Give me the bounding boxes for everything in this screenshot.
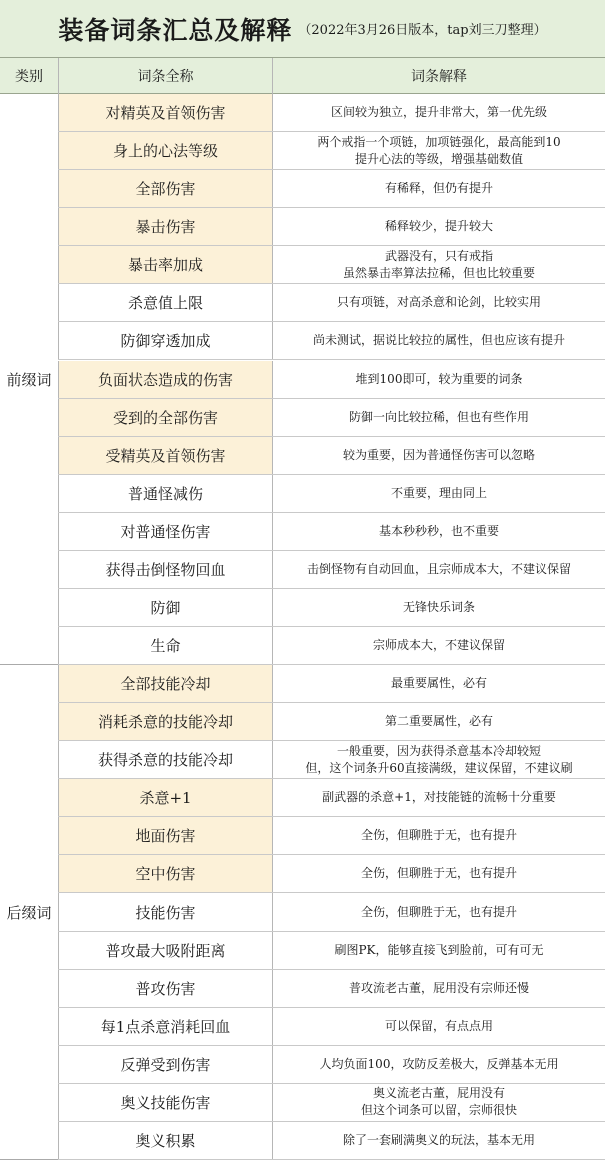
table-row bbox=[58, 208, 605, 246]
entry-description: 普攻流老古董，屁用没有宗师还慢 bbox=[272, 970, 605, 1007]
entry-name: 防御穿透加成 bbox=[58, 322, 272, 359]
entry-description: 较为重要，因为普通怪伤害可以忽略 bbox=[272, 437, 605, 474]
entry-description: 副武器的杀意+1，对技能链的流畅十分重要 bbox=[272, 779, 605, 816]
entry-name: 每1点杀意消耗回血 bbox=[58, 1008, 272, 1045]
entry-name: 对精英及首领伤害 bbox=[58, 94, 272, 131]
entry-name: 受精英及首领伤害 bbox=[58, 437, 272, 474]
table-row bbox=[58, 893, 605, 931]
entry-description: 最重要属性，必有 bbox=[272, 665, 605, 702]
page-title-bar bbox=[0, 0, 605, 58]
row-group-1 bbox=[0, 665, 605, 1160]
table-row bbox=[58, 779, 605, 817]
table-row bbox=[58, 322, 605, 360]
table-row bbox=[58, 589, 605, 627]
entry-name: 负面状态造成的伤害 bbox=[58, 361, 272, 398]
table-row bbox=[58, 1084, 605, 1122]
entry-name: 暴击率加成 bbox=[58, 246, 272, 283]
header-name: 词条全称 bbox=[58, 58, 272, 94]
entry-name: 奥义积累 bbox=[58, 1122, 272, 1159]
entry-description: 武器没有，只有戒指 虽然暴击率算法拉稀，但也比较重要 bbox=[272, 246, 605, 283]
row-group-0 bbox=[0, 94, 605, 665]
entry-name: 奥义技能伤害 bbox=[58, 1084, 272, 1121]
entry-name: 对普通怪伤害 bbox=[58, 513, 272, 550]
entry-description: 区间较为独立，提升非常大，第一优先级 bbox=[272, 94, 605, 131]
entry-name: 反弹受到伤害 bbox=[58, 1046, 272, 1083]
entry-description: 防御一向比较拉稀，但也有些作用 bbox=[272, 399, 605, 436]
table-row bbox=[58, 94, 605, 132]
entry-description: 宗师成本大，不建议保留 bbox=[272, 627, 605, 664]
entry-description: 基本秒秒秒，也不重要 bbox=[272, 513, 605, 550]
table-row bbox=[58, 817, 605, 855]
table-row bbox=[58, 132, 605, 170]
entry-description: 除了一套刷满奥义的玩法，基本无用 bbox=[272, 1122, 605, 1159]
table-row bbox=[58, 741, 605, 779]
table-row bbox=[58, 1122, 605, 1160]
entry-name: 杀意值上限 bbox=[58, 284, 272, 321]
table-row bbox=[58, 1008, 605, 1046]
entry-description: 全伤，但聊胜于无，也有提升 bbox=[272, 817, 605, 854]
table-row bbox=[58, 855, 605, 893]
entry-name: 杀意+1 bbox=[58, 779, 272, 816]
table-row bbox=[58, 665, 605, 703]
entry-name: 技能伤害 bbox=[58, 893, 272, 930]
entry-name: 地面伤害 bbox=[58, 817, 272, 854]
entry-name: 消耗杀意的技能冷却 bbox=[58, 703, 272, 740]
entry-name: 空中伤害 bbox=[58, 855, 272, 892]
table-body bbox=[0, 94, 605, 1160]
entry-description: 人均负面100，攻防反差极大，反弹基本无用 bbox=[272, 1046, 605, 1083]
entry-name: 暴击伤害 bbox=[58, 208, 272, 245]
table-row bbox=[58, 284, 605, 322]
entry-name: 身上的心法等级 bbox=[58, 132, 272, 169]
entry-name: 全部伤害 bbox=[58, 170, 272, 207]
page-title: 装备词条汇总及解释 bbox=[58, 15, 293, 45]
entry-description: 稀释较少，提升较大 bbox=[272, 208, 605, 245]
entry-name: 防御 bbox=[58, 589, 272, 626]
entry-description: 堆到100即可，较为重要的词条 bbox=[272, 361, 605, 398]
entry-name: 普攻最大吸附距离 bbox=[58, 932, 272, 969]
entry-name: 普通怪减伤 bbox=[58, 475, 272, 512]
category-cell: 后缀词 bbox=[0, 665, 58, 1160]
table-row bbox=[58, 437, 605, 475]
entry-description: 击倒怪物有自动回血，且宗师成本大，不建议保留 bbox=[272, 551, 605, 588]
table-row bbox=[58, 551, 605, 589]
table-row bbox=[58, 246, 605, 284]
entry-description: 只有项链，对高杀意和论剑，比较实用 bbox=[272, 284, 605, 321]
entry-description: 无锋快乐词条 bbox=[272, 589, 605, 626]
table-row bbox=[58, 1046, 605, 1084]
table-row bbox=[58, 170, 605, 208]
table-row bbox=[58, 970, 605, 1008]
table-row bbox=[58, 361, 605, 399]
entry-description: 不重要，理由同上 bbox=[272, 475, 605, 512]
entry-description: 一般重要，因为获得杀意基本冷却较短 但，这个词条升60直接满级，建议保留，不建议刷 bbox=[272, 741, 605, 778]
entry-name: 获得杀意的技能冷却 bbox=[58, 741, 272, 778]
header-description: 词条解释 bbox=[272, 58, 605, 94]
entry-description: 全伤，但聊胜于无，也有提升 bbox=[272, 855, 605, 892]
entry-name: 全部技能冷却 bbox=[58, 665, 272, 702]
entry-description: 奥义流老古董，屁用没有 但这个词条可以留，宗师很快 bbox=[272, 1084, 605, 1121]
header-category: 类别 bbox=[15, 69, 43, 85]
entry-description: 尚未测试，据说比较拉的属性，但也应该有提升 bbox=[272, 322, 605, 359]
entry-name: 获得击倒怪物回血 bbox=[58, 551, 272, 588]
table-header bbox=[0, 58, 605, 94]
entry-name: 生命 bbox=[58, 627, 272, 664]
entry-description: 刷图PK，能够直接飞到脸前，可有可无 bbox=[272, 932, 605, 969]
category-cell: 前缀词 bbox=[0, 94, 58, 665]
entry-description: 第二重要属性，必有 bbox=[272, 703, 605, 740]
table-row bbox=[58, 627, 605, 665]
table-row bbox=[58, 475, 605, 513]
table-row bbox=[58, 399, 605, 437]
table-row bbox=[58, 513, 605, 551]
entry-description: 两个戒指一个项链，加项链强化，最高能到10 提升心法的等级，增强基础数值 bbox=[272, 132, 605, 169]
entry-description: 可以保留，有点点用 bbox=[272, 1008, 605, 1045]
page-subtitle: （2022年3月26日版本，tap刘三刀整理） bbox=[298, 23, 547, 38]
entry-description: 全伤，但聊胜于无，也有提升 bbox=[272, 893, 605, 930]
table-row bbox=[58, 932, 605, 970]
entry-name: 受到的全部伤害 bbox=[58, 399, 272, 436]
table-row bbox=[58, 703, 605, 741]
entry-name: 普攻伤害 bbox=[58, 970, 272, 1007]
entry-description: 有稀释，但仍有提升 bbox=[272, 170, 605, 207]
